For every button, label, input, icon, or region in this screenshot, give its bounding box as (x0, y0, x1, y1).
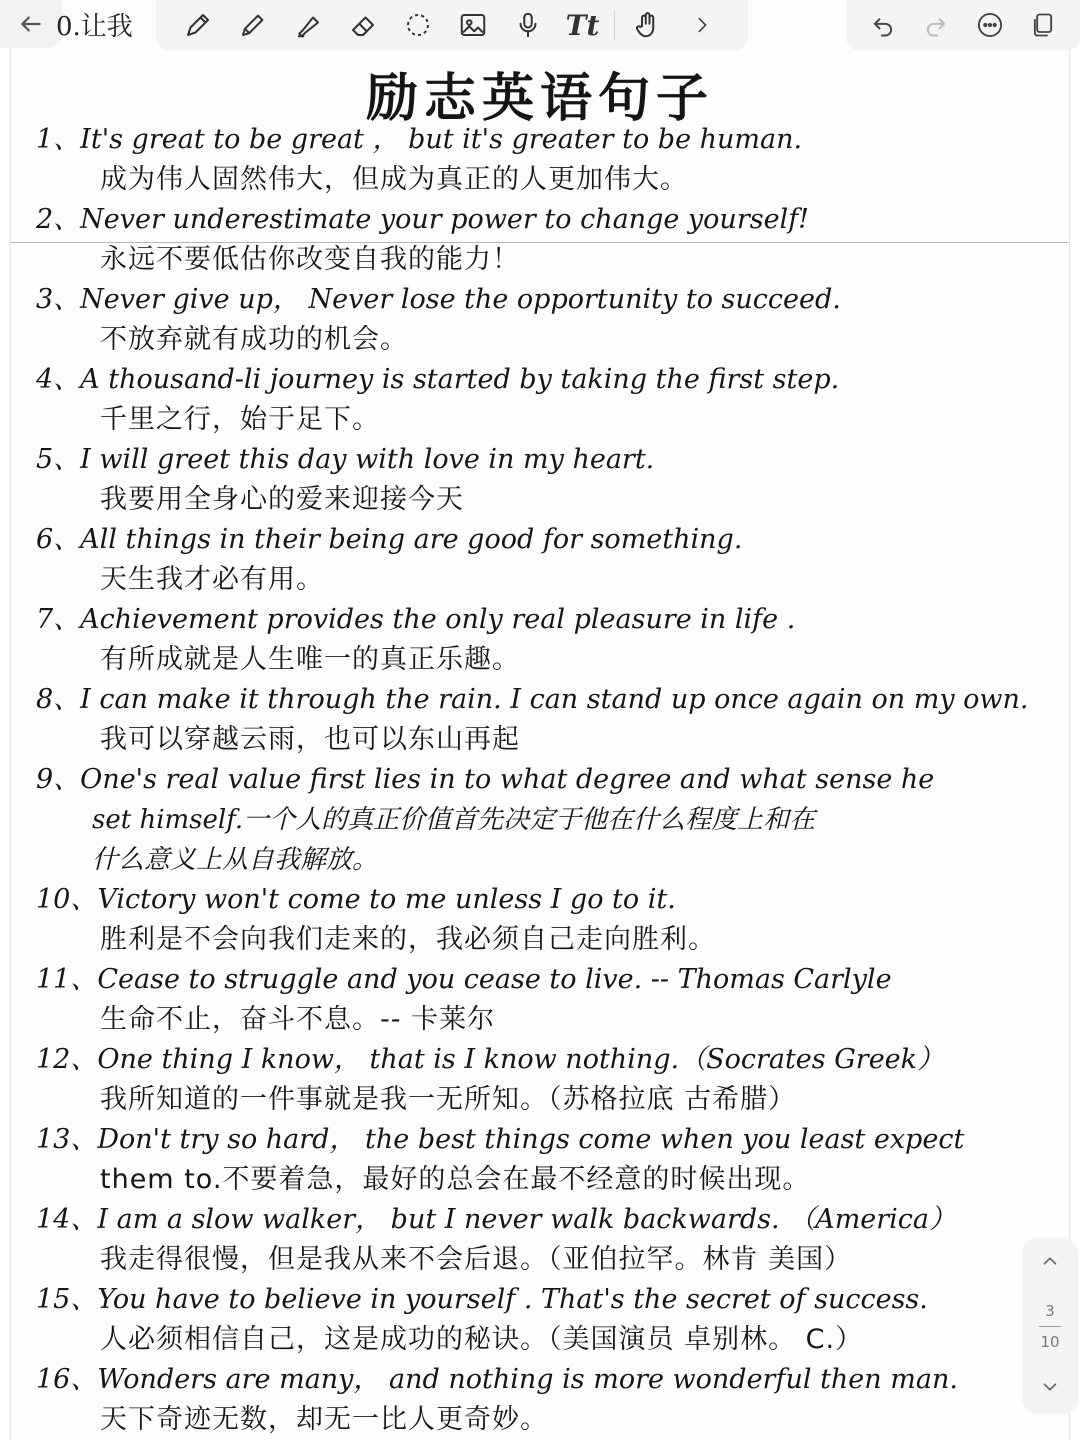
quote-translation-line: 天生我才必有用。 (100, 564, 324, 595)
chevron-right-icon[interactable] (674, 3, 729, 47)
quote-translation-line: 胜利是不会向我们走来的，我必须自己走向胜利。 (100, 924, 716, 955)
eraser-icon[interactable] (335, 3, 390, 47)
quote-translation-line: 天下奇迹无数，却无一比人更奇妙。 (100, 1404, 548, 1435)
chevron-down-icon (1039, 1376, 1061, 1398)
pages-icon[interactable] (1017, 3, 1071, 47)
pen-icon[interactable] (170, 3, 225, 47)
chevron-up-icon (1039, 1250, 1061, 1272)
note-content[interactable] (36, 120, 1036, 1440)
image-icon[interactable] (445, 3, 500, 47)
text-icon[interactable]: Tt (565, 8, 600, 42)
quote-english-line: 14、I am a slow walker， but I never walk backwards. （America） (36, 1204, 957, 1235)
pencil-icon[interactable] (225, 3, 280, 47)
arrow-left-icon (18, 11, 44, 37)
quote-english-line: 8、I can make it through the rain. I can stand up once again on my own. (36, 684, 1029, 715)
page-up-button[interactable] (1039, 1250, 1061, 1276)
quote-english-line: 6、All things in their being are good for something. (36, 524, 743, 555)
more-icon[interactable] (963, 3, 1017, 47)
current-page-number: 3 (1045, 1301, 1055, 1320)
quote-english-line: 15、You have to believe in yourself . That's the secret of success. (36, 1284, 928, 1315)
quote-english-line: 9、One's real value first lies in to what degree and what sense he (36, 764, 935, 795)
quote-english-line: 1、It's great to be great ， but it's greater to be human. (36, 124, 803, 155)
page-navigator (1022, 1238, 1078, 1414)
quote-translation-line: 我要用全身心的爱来迎接今天 (100, 484, 464, 515)
quote-translation-line: 我可以穿越云雨，也可以东山再起 (100, 724, 520, 755)
quote-translation-line: 千里之行，始于足下。 (100, 404, 380, 435)
quote-translation-line: 成为伟人固然伟大，但成为真正的人更加伟大。 (100, 164, 688, 195)
toolbar-divider (614, 10, 615, 40)
quote-translation-line: 有所成就是人生唯一的真正乐趣。 (100, 644, 520, 675)
quote-translation-line: 永远不要低估你改变自我的能力！ (100, 244, 520, 275)
hand-icon[interactable] (619, 3, 674, 47)
highlighter-icon[interactable] (280, 3, 335, 47)
quote-translation-line: 人必须相信自己，这是成功的秘诀。（美国演员 卓别林。 C.） (100, 1324, 864, 1355)
redo-icon[interactable] (910, 3, 964, 47)
note-heading: 励志英语句子 (365, 68, 714, 129)
quote-english-line: 12、One thing I know， that is I know nothing.（Socrates Greek） (36, 1044, 945, 1075)
quote-english-line: 11、Cease to struggle and you cease to live. -- Thomas Carlyle (36, 964, 892, 995)
quote-english-line: 7、Achievement provides the only real pleasure in life . (36, 604, 796, 635)
lasso-icon[interactable] (390, 3, 445, 47)
quote-english-line: 13、Don't try so hard， the best things come when you least expect (36, 1124, 965, 1155)
quote-translation-line: 不放弃就有成功的机会。 (100, 324, 408, 355)
quote-translation-line: 生命不止，奋斗不息。-- 卡莱尔 (100, 1004, 496, 1035)
quote-translation-line: set himself.一个人的真正价值首先决定于他在什么程度上和在 (92, 805, 816, 835)
quote-english-line: 4、A thousand-li journey is started by taking the first step. (36, 364, 840, 395)
drawing-toolbar (156, 0, 748, 50)
undo-icon[interactable] (856, 3, 910, 47)
quote-english-line: 2、Never underestimate your power to change yourself! (36, 204, 810, 235)
back-button[interactable] (0, 0, 62, 48)
quote-english-line: 10、Victory won't come to me unless I go to it. (36, 884, 676, 915)
quote-english-line: 5、I will greet this day with love in my heart. (36, 444, 655, 475)
note-title-partial: 0.让我 (56, 12, 133, 42)
quote-translation-line: 我走得很慢，但是我从来不会后退。（亚伯拉罕。林肯 美国） (100, 1244, 853, 1275)
total-page-count: 10 (1040, 1332, 1060, 1351)
page-number-divider (1039, 1326, 1061, 1327)
quote-translation-line: 我所知道的一件事就是我一无所知。（苏格拉底 古希腊） (100, 1084, 797, 1115)
document-toolbar (846, 0, 1080, 50)
quote-translation-line: 什么意义上从自我解放。 (92, 845, 379, 875)
quote-translation-line: them to.不要着急，最好的总会在最不经意的时候出现。 (100, 1164, 811, 1195)
quote-english-line: 16、Wonders are many， and nothing is more wonderful then man. (36, 1364, 958, 1395)
microphone-icon[interactable] (500, 3, 555, 47)
page-down-button[interactable] (1039, 1376, 1061, 1402)
quote-english-line: 3、Never give up， Never lose the opportunity to succeed. (36, 284, 841, 315)
